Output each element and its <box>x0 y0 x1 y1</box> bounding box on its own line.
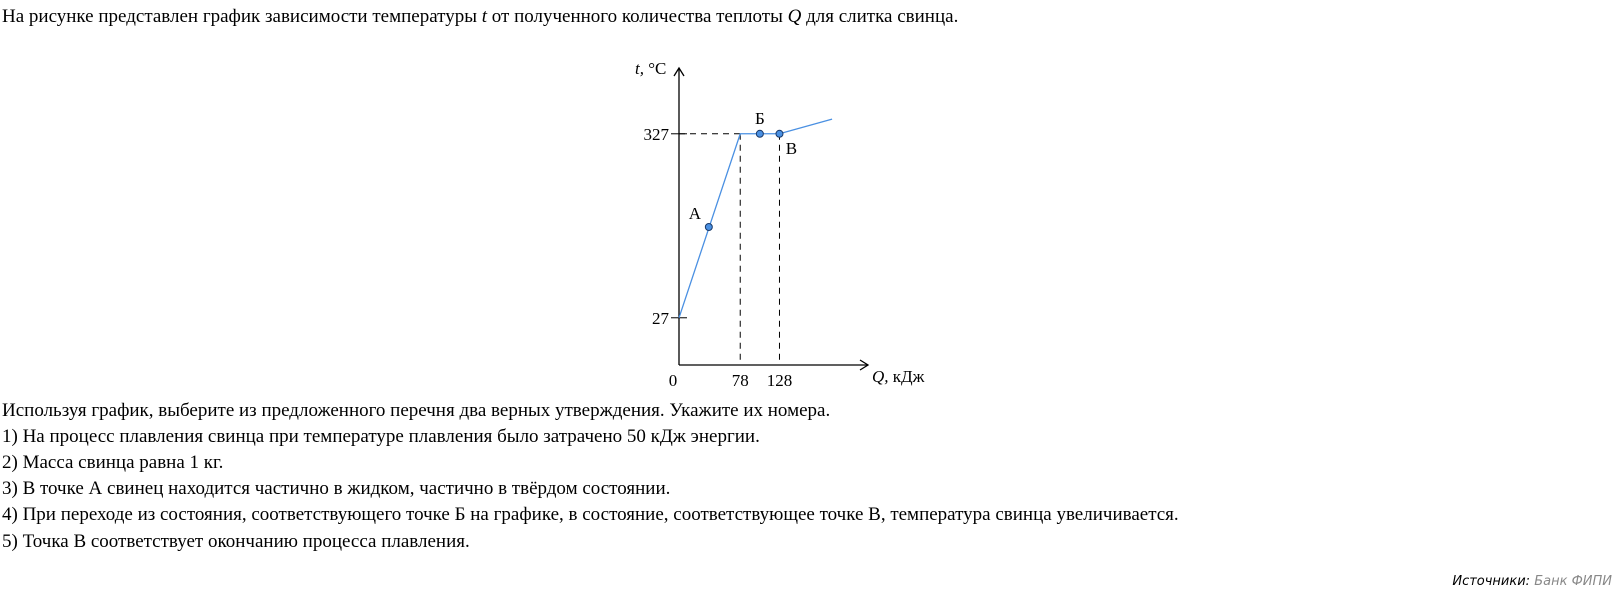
point-marker <box>776 130 783 137</box>
option-5: 5) Точка В соответствует окончанию процесса плавления. <box>2 531 470 552</box>
source <box>1452 574 1612 589</box>
intro-part: На рисунке представлен график зависимости температуры <box>2 6 482 27</box>
point-marker <box>756 130 763 137</box>
option-2: 2) Масса свинца равна 1 кг. <box>2 452 224 473</box>
question-text: Используя график, выберите из предложенного перечня два верных утверждения. Укажите их номера. <box>2 400 831 421</box>
x-tick-label: 128 <box>766 371 793 390</box>
y-axis-label: t, °C <box>635 59 667 78</box>
point-label: В <box>785 138 798 158</box>
option-3: 3) В точке А свинец находится частично в жидком, частично в твёрдом состоянии. <box>2 478 671 499</box>
intro-text <box>2 6 958 28</box>
point-label: А <box>688 204 701 224</box>
intro-part: от полученного количества теплоты <box>487 6 788 27</box>
x-axis-label: Q, кДж <box>872 367 925 386</box>
option-4: 4) При переходе из состояния, соответствующего точке Б на графике, в состояние, соответствующее точке В, температура свинца увеличивается. <box>2 504 1179 525</box>
var-t: t <box>481 6 488 27</box>
intro-part: для слитка свинца. <box>801 6 959 27</box>
point-marker <box>705 224 712 231</box>
point-label: Б <box>754 108 765 128</box>
source-link[interactable]: Банк ФИПИ <box>1534 574 1612 589</box>
y-tick-label: 327 <box>643 124 669 144</box>
y-tick-label: 27 <box>652 308 669 328</box>
series-line <box>679 119 832 318</box>
source-label: Источники: <box>1452 574 1531 589</box>
option-1: 1) На процесс плавления свинца при температуре плавления было затрачено 50 кДж энергии. <box>2 426 760 447</box>
var-q: Q <box>787 6 802 27</box>
temperature-heat-chart <box>600 50 960 390</box>
x-tick-label: 0 <box>668 371 678 390</box>
x-tick-label: 78 <box>731 371 749 390</box>
